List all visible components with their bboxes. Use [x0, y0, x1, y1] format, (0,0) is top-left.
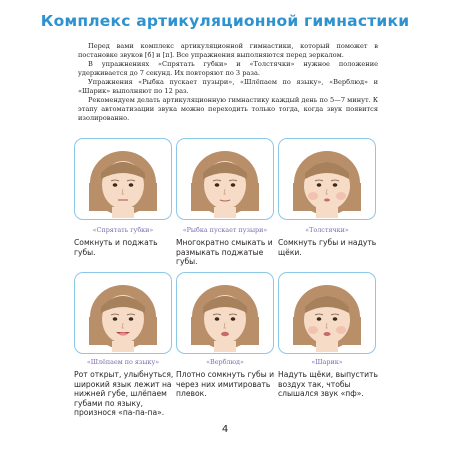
intro-paragraph: Рекомендуем делать артикуляционную гимнастику каждый день по 5—7 минут. К этапу автоматизации звука можно переходить только тогда, когда звук появится изолированно. — [78, 96, 378, 123]
exercise-card-3 — [278, 138, 376, 220]
exercise-caption: «Толстячки» — [305, 226, 349, 234]
exercise-description: Рот открыт, улыбнуться, широкий язык лежит на нижней губе, шлёпаем губами по языку, произнося «па-па-па». — [74, 370, 174, 418]
exercise-caption: «Верблюд» — [206, 358, 244, 366]
exercise-caption: «Рыбка пускает пузыри» — [182, 226, 268, 234]
child-face-illustration — [279, 139, 374, 218]
page-title: Комплекс артикуляционной гимнастики — [40, 12, 410, 30]
exercise-card-1 — [74, 138, 172, 220]
child-face-illustration — [177, 139, 272, 218]
exercise-description: Многократно смыкать и размыкать поджатые губы. — [176, 238, 273, 267]
exercise-card-2 — [176, 138, 274, 220]
exercise-description: Плотно сомкнуть губы и через них имитировать плевок. — [176, 370, 275, 399]
intro-paragraph: В упражнениях «Спрятать губки» и «Толстячки» нужное положение удерживается до 7 секунд. Их повторяют по 3 раза. — [78, 60, 378, 78]
exercise-card-6 — [278, 272, 376, 354]
exercise-caption: «Спрятать губки» — [92, 226, 154, 234]
exercise-description: Надуть щёки, выпустить воздух так, чтобы слышался звук «пф». — [278, 370, 378, 399]
intro-text — [78, 42, 378, 123]
exercise-description: Сомкнуть губы и надуть щёки. — [278, 238, 377, 257]
exercise-card-5 — [176, 272, 274, 354]
child-face-illustration — [75, 139, 170, 218]
exercise-card-4 — [74, 272, 172, 354]
child-face-illustration — [279, 273, 374, 352]
intro-paragraph: Перед вами комплекс артикуляционной гимнастики, который поможет в постановке звуков [б] и [п]. Все упражнения выполняются перед зеркалом. — [78, 42, 378, 60]
exercise-caption: «Шарик» — [311, 358, 343, 366]
exercise-description: Сомкнуть и поджать губы. — [74, 238, 158, 257]
page-number: 4 — [221, 424, 229, 435]
intro-paragraph: Упражнения «Рыбка пускает пузыри», «Шлёпаем по языку», «Верблюд» и «Шарик» выполняют по 12 раз. — [78, 78, 378, 96]
exercise-caption: «Шлёпаем по языку» — [86, 358, 160, 366]
child-face-illustration — [75, 273, 170, 352]
child-face-illustration — [177, 273, 272, 352]
